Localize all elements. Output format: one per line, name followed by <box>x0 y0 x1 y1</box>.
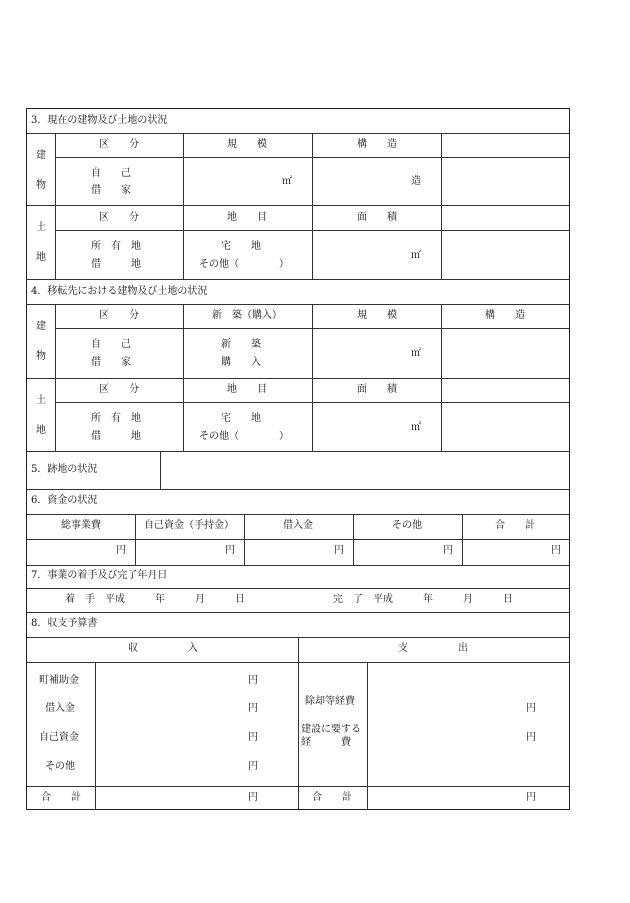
section6-title: 6．資金の状況 <box>31 495 98 506</box>
s4-header-kubun: 区 分 <box>99 310 139 321</box>
s3-land-label-2: 地 <box>36 252 46 263</box>
s8-expense-item-removal: 除却等経費 <box>305 696 355 707</box>
s8-expense-header: 支 出 <box>398 643 468 654</box>
section8-title: 8．収支予算書 <box>31 618 98 629</box>
s6-header-total-cost: 総事業費 <box>61 520 101 531</box>
section5-title: 5．跡地の状況 <box>31 464 98 475</box>
s6-yen-unit: 円 <box>225 545 235 556</box>
s4-land-label-2: 地 <box>36 425 46 436</box>
s8-expense-yen: 円 <box>526 732 536 743</box>
s8-income-yen: 円 <box>248 761 258 772</box>
s8-income-yen: 円 <box>248 732 258 743</box>
s8-income-total-yen: 円 <box>248 792 258 803</box>
s4-header-shinchiku: 新 築（購入） <box>212 310 282 321</box>
s4-land-area-unit: ㎡ <box>411 422 421 433</box>
s6-yen-unit: 円 <box>116 545 126 556</box>
s8-income-item: 借入金 <box>45 703 75 714</box>
s8-income-yen: 円 <box>248 675 258 686</box>
s6-yen-unit: 円 <box>334 545 344 556</box>
application-form <box>26 108 570 810</box>
s8-income-header: 収 入 <box>128 643 198 654</box>
s3-land-chimoku-takuchi: 宅 地 <box>221 241 261 252</box>
s8-expense-item-construction-2: 経 費 <box>301 737 351 748</box>
s7-end-date: 完 了 平成 年 月 日 <box>333 594 513 605</box>
s4-option-shakuya: 借 家 <box>91 357 131 368</box>
s3-header-kozo: 構 造 <box>357 139 397 150</box>
section4-title: 4．移転先における建物及び土地の状況 <box>31 286 208 297</box>
s3-header-kibo: 規 模 <box>227 139 267 150</box>
s3-land-label-1: 土 <box>36 222 46 233</box>
s3-land-header-menseki: 面 積 <box>357 212 397 223</box>
s4-option-shinchiku: 新 築 <box>221 339 261 350</box>
s8-expense-total-yen: 円 <box>526 792 536 803</box>
s4-land-chimoku-other: その他（ ） <box>199 431 289 442</box>
s3-building-label-1: 建 <box>36 150 46 161</box>
s6-header-other: その他 <box>392 520 422 531</box>
s4-option-konyu: 購 入 <box>221 357 261 368</box>
s8-income-yen: 円 <box>248 703 258 714</box>
section7-title: 7．事業の着手及び完了年月日 <box>31 570 168 581</box>
s3-land-chimoku-other: その他（ ） <box>199 259 289 270</box>
s4-land-label-1: 土 <box>36 395 46 406</box>
s4-header-kibo: 規 模 <box>357 310 397 321</box>
s3-land-option-shakuchi: 借 地 <box>91 259 141 270</box>
s3-building-structure-unit: 造 <box>411 176 421 187</box>
s4-building-label-2: 物 <box>36 351 46 362</box>
s4-header-kozo: 構 造 <box>485 310 525 321</box>
s8-expense-item-construction-1: 建設に要する <box>301 724 361 735</box>
s8-expense-yen: 円 <box>526 703 536 714</box>
s6-header-own-funds: 自己資金（手持金） <box>144 520 234 531</box>
s6-header-loan: 借入金 <box>283 520 313 531</box>
s4-land-header-chimoku: 地 目 <box>227 384 267 395</box>
s4-land-header-menseki: 面 積 <box>357 384 397 395</box>
s3-building-area-unit: ㎡ <box>282 176 292 187</box>
s3-header-kubun: 区 分 <box>99 139 139 150</box>
s3-option-jiko: 自 己 <box>91 168 131 179</box>
s8-income-item: 自己資金 <box>39 732 79 743</box>
s3-land-area-unit: ㎡ <box>411 250 421 261</box>
s8-income-item: その他 <box>45 761 75 772</box>
s4-option-jiko: 自 己 <box>91 339 131 350</box>
s8-income-item: 町補助金 <box>39 675 79 686</box>
s3-land-option-shoyu: 所 有 地 <box>91 241 141 252</box>
s6-yen-unit: 円 <box>551 545 561 556</box>
s4-building-label-1: 建 <box>36 321 46 332</box>
s4-land-chimoku-takuchi: 宅 地 <box>221 413 261 424</box>
s7-start-date: 着 手 平成 年 月 日 <box>65 594 245 605</box>
s4-land-option-shakuchi: 借 地 <box>91 431 141 442</box>
s3-option-shakuya: 借 家 <box>91 185 131 196</box>
s4-building-area-unit: ㎡ <box>411 348 421 359</box>
s3-land-header-kubun: 区 分 <box>99 212 139 223</box>
section3-title: 3．現在の建物及び土地の状況 <box>31 115 168 126</box>
s8-income-total-label: 合 計 <box>41 792 81 803</box>
s3-land-header-chimoku: 地 目 <box>227 212 267 223</box>
s6-yen-unit: 円 <box>443 545 453 556</box>
s8-expense-total-label: 合 計 <box>312 792 352 803</box>
s4-land-option-shoyu: 所 有 地 <box>91 413 141 424</box>
s4-land-header-kubun: 区 分 <box>99 384 139 395</box>
s6-header-sum: 合 計 <box>495 520 535 531</box>
s3-building-label-2: 物 <box>36 180 46 191</box>
